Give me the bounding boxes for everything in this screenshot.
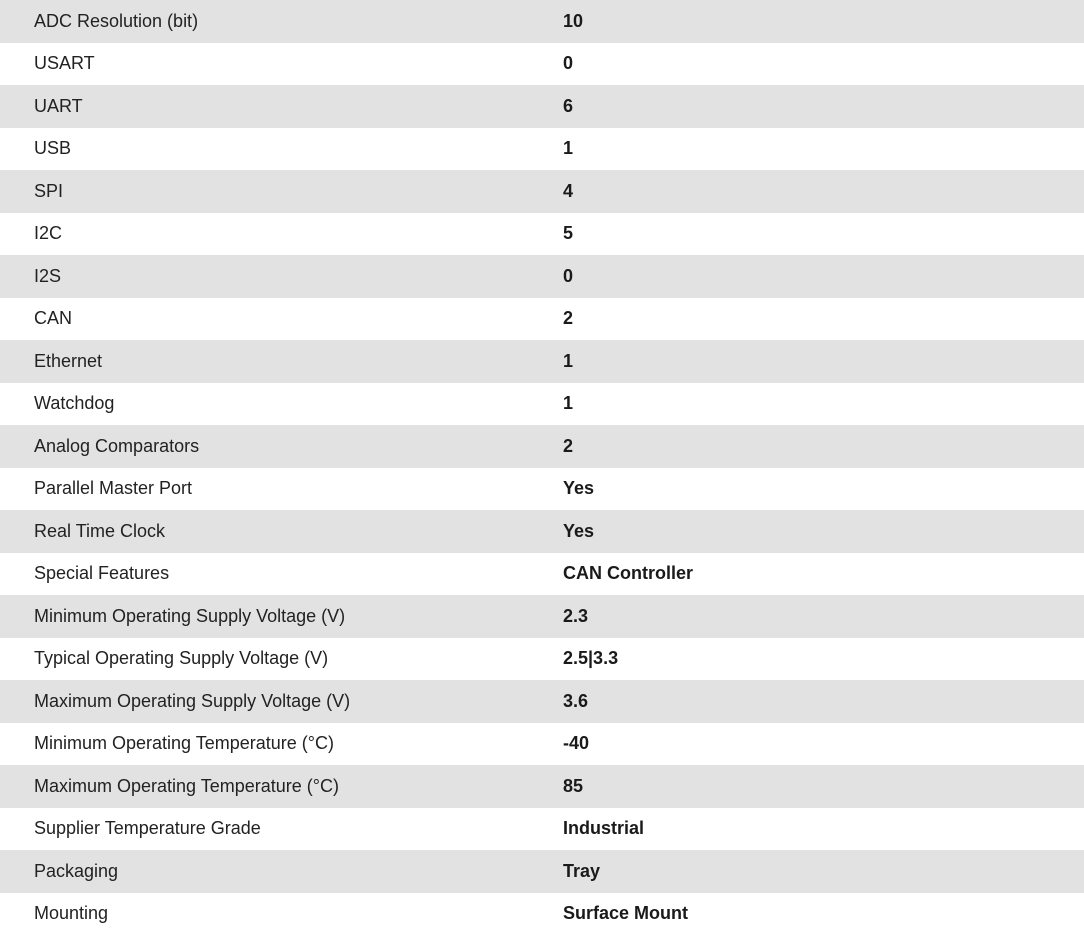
spec-label: UART	[34, 95, 83, 116]
spec-label: SPI	[34, 180, 64, 201]
table-row	[0, 425, 1084, 468]
spec-label: Parallel Master Port	[34, 478, 193, 499]
spec-label: CAN	[34, 308, 73, 329]
spec-value: CAN Controller	[563, 563, 693, 584]
spec-value: Surface Mount	[563, 903, 689, 924]
table-row	[0, 893, 1084, 936]
table-row	[0, 298, 1084, 341]
table-row	[0, 128, 1084, 171]
table-row	[0, 638, 1084, 681]
spec-label: Mounting	[34, 903, 109, 924]
spec-value: Yes	[563, 478, 595, 499]
spec-label: Packaging	[34, 860, 119, 881]
table-row	[0, 383, 1084, 426]
table-row	[0, 0, 1084, 43]
spec-label: USART	[34, 53, 95, 74]
spec-label: ADC Resolution (bit)	[34, 10, 199, 31]
table-row	[0, 723, 1084, 766]
table-row	[0, 468, 1084, 511]
spec-value: -40	[563, 733, 590, 754]
spec-value: 10	[563, 10, 584, 31]
spec-value: 1	[563, 138, 574, 159]
table-row	[0, 808, 1084, 851]
table-row	[0, 553, 1084, 596]
spec-value: 5	[563, 223, 574, 244]
spec-value: 0	[563, 53, 574, 74]
spec-label: Watchdog	[34, 393, 115, 414]
spec-value: 3.6	[563, 690, 589, 711]
spec-label: Maximum Operating Temperature (°C)	[34, 775, 339, 796]
spec-label: Ethernet	[34, 350, 103, 371]
spec-value: 0	[563, 265, 574, 286]
spec-value: 2.3	[563, 605, 589, 626]
spec-label: Supplier Temperature Grade	[34, 818, 261, 839]
table-row	[0, 255, 1084, 298]
table-row	[0, 595, 1084, 638]
spec-value: 1	[563, 393, 574, 414]
spec-label: I2S	[34, 265, 62, 286]
spec-label: Real Time Clock	[34, 520, 166, 541]
spec-value: 4	[563, 180, 574, 201]
spec-label: Typical Operating Supply Voltage (V)	[34, 648, 329, 669]
table-row	[0, 85, 1084, 128]
spec-value: 2	[563, 435, 574, 456]
table-row	[0, 510, 1084, 553]
spec-label: I2C	[34, 223, 63, 244]
spec-value: 2.5|3.3	[563, 648, 619, 669]
spec-label: Maximum Operating Supply Voltage (V)	[34, 690, 351, 711]
table-row	[0, 213, 1084, 256]
table-row	[0, 680, 1084, 723]
table-row	[0, 43, 1084, 86]
spec-value: 6	[563, 95, 574, 116]
spec-label: Analog Comparators	[34, 435, 200, 456]
spec-value: 1	[563, 350, 574, 371]
spec-label: Minimum Operating Supply Voltage (V)	[34, 605, 346, 626]
spec-value: 2	[563, 308, 574, 329]
table-row	[0, 340, 1084, 383]
spec-label: Special Features	[34, 563, 170, 584]
spec-label: Minimum Operating Temperature (°C)	[34, 733, 334, 754]
spec-value: Tray	[563, 860, 601, 881]
spec-label: USB	[34, 138, 72, 159]
table-row	[0, 850, 1084, 893]
table-row	[0, 170, 1084, 213]
spec-value: Industrial	[563, 818, 645, 839]
spec-value: 85	[563, 775, 584, 796]
spec-value: Yes	[563, 520, 595, 541]
table-row	[0, 765, 1084, 808]
